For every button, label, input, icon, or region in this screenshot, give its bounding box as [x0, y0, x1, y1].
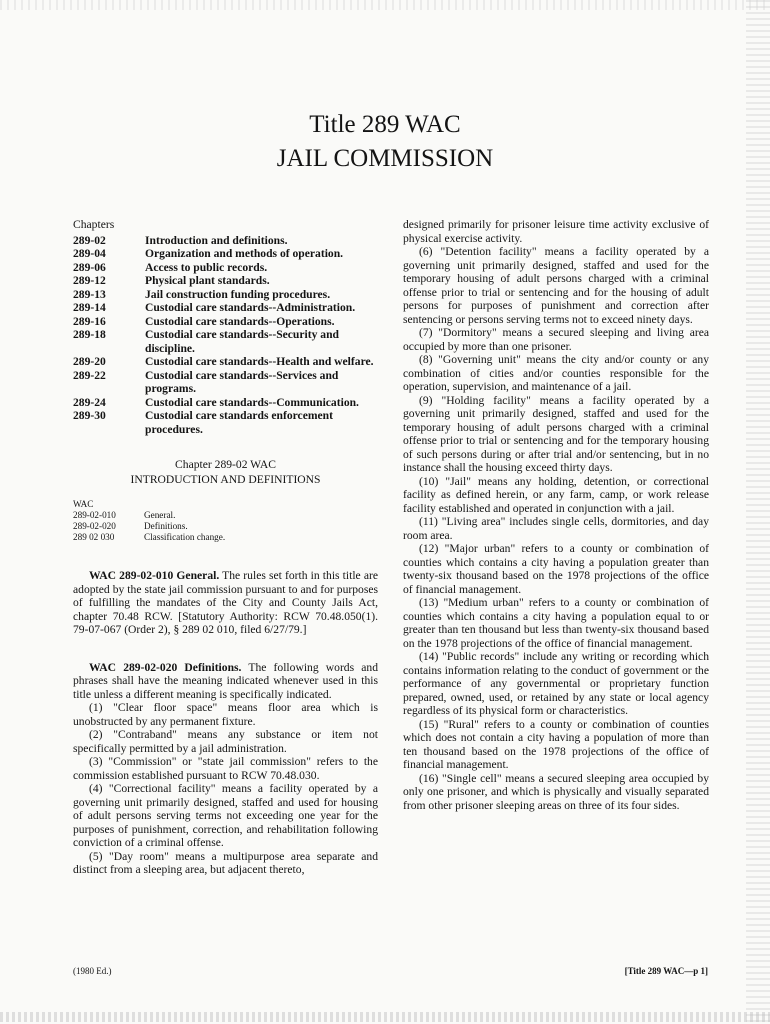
- chapter-row: [73, 355, 378, 369]
- chapter-list: [73, 234, 378, 437]
- definition-paragraph: (15) "Rural" refers to a county or combination of counties which does not contain a city having a population of more than ten thousand based on the 1978 projections of the office of financial management.: [403, 717, 709, 771]
- chapter-title: Physical plant standards.: [145, 274, 270, 287]
- section-heading: WAC 289-02-010 General.: [89, 569, 220, 582]
- chapter-row: [73, 409, 378, 436]
- chapter-number: 289-30: [73, 409, 106, 422]
- chapter-title: Custodial care standards--Operations.: [145, 314, 335, 328]
- chapter-title: Introduction and definitions.: [145, 233, 288, 247]
- chapter-title: Custodial care standards--Services and programs.: [145, 368, 339, 395]
- section-index-title: General.: [144, 510, 176, 520]
- chapter-row: [73, 396, 378, 410]
- chapter-number: 289-12: [73, 274, 106, 287]
- chapter-number: 289-04: [73, 247, 106, 260]
- chapter-row: [73, 315, 378, 329]
- chapter-row: [73, 261, 378, 275]
- definition-paragraph: (5) "Day room" means a multipurpose area separate and distinct from a sleeping area, but adjacent thereto,: [73, 849, 378, 876]
- chapter-row: [73, 247, 378, 261]
- chapter-row: [73, 288, 378, 302]
- section-body: The rules set forth in this title are adopted by the state jail commission pursuant to and for purposes of fulfilling the mandates of the City and County Jails Act, chapter 70.48 RCW. [Statutory Authority: RCW 70.48.050(1). 79-07-067 (Order 2), § 289 02 010, filed 6/27/79.]: [73, 569, 378, 636]
- definition-paragraph: (6) "Detention facility" means a facility operated by a governing unit primarily designed, staffed and used for the temporary housing of adult persons charged with a criminal offense prior to trial or sentencing and for the housing of adult persons for purposes of punishment and correction after sentencing or persons serving terms not to exceed ninety days.: [403, 245, 709, 326]
- section-index: [73, 499, 378, 543]
- chapter-number: 289-22: [73, 368, 106, 382]
- chapter-row: [73, 301, 378, 315]
- scan-noise-bottom: [0, 1012, 770, 1022]
- scan-noise-top: [0, 0, 770, 10]
- chapter-row: [73, 274, 378, 288]
- definition-continuation: designed primarily for prisoner leisure time activity exclusive of physical exercise activity.: [403, 218, 709, 245]
- section-index-number: 289-02-010: [73, 510, 116, 520]
- definition-paragraph: (2) "Contraband" means any substance or item not specifically permitted by a jail administration.: [73, 728, 378, 755]
- section-index-title: Classification change.: [144, 532, 226, 542]
- chapter-title: Access to public records.: [145, 260, 268, 274]
- chapter-number: 289-14: [73, 301, 106, 314]
- chapter-number: 289-06: [73, 260, 106, 274]
- chapter-heading-title: INTRODUCTION AND DEFINITIONS: [130, 472, 321, 486]
- section-heading: WAC 289-02-020 Definitions.: [89, 660, 242, 674]
- page-title: Title 289 WAC: [309, 111, 461, 138]
- definition-paragraph: (10) "Jail" means any holding, detention, or correctional facility as defined herein, or any farm, camp, or work release facility established and operated in conjunction with a jail.: [403, 474, 709, 515]
- chapter-row: [73, 369, 378, 396]
- section-index-number: 289-02-020: [73, 521, 116, 531]
- section-index-row: [73, 532, 378, 543]
- definition-paragraph: (3) "Commission" or "state jail commission" refers to the commission established pursuant to RCW 70.48.030.: [73, 755, 378, 782]
- definition-paragraph: (13) "Medium urban" refers to a county or combination of counties which contains a city having a population equal to or greater than ten thousand but less than twenty-six thousand based on the 1978 projections of the office of financial management.: [403, 596, 709, 650]
- definition-paragraph: (7) "Dormitory" means a secured sleeping and living area occupied by more than one prisoner.: [403, 326, 709, 353]
- chapter-number: 289-02: [73, 233, 106, 247]
- left-column: [73, 218, 378, 877]
- chapter-number: 289-18: [73, 328, 106, 341]
- chapter-title: Jail construction funding procedures.: [145, 287, 331, 301]
- definition-paragraph: (1) "Clear floor space" means floor area which is unobstructed by any permanent fixture.: [73, 701, 378, 728]
- chapter-number: 289-13: [73, 287, 106, 301]
- chapter-title: Custodial care standards--Security and discipline.: [145, 328, 339, 355]
- section-definitions: [73, 661, 378, 702]
- section-index-number: 289 02 030: [73, 532, 115, 542]
- definition-paragraph: (8) "Governing unit" means the city and/or county or any combination of cities and/or counties responsible for the operation, supervision, and maintenance of a jail.: [403, 353, 709, 393]
- section-index-row: [73, 521, 378, 532]
- definition-paragraph: (12) "Major urban" refers to a county or combination of counties which contains a city having a population greater than twenty-six thousand based on the 1978 projections of the office of financial management.: [403, 542, 709, 596]
- chapter-number: 289-20: [73, 355, 106, 368]
- chapter-title: Custodial care standards--Communication.: [145, 395, 359, 409]
- definition-paragraph: (16) "Single cell" means a secured sleeping area occupied by only one prisoner, and which is physically and visually separated from other prisoner sleeping areas on three of its four sides.: [403, 771, 709, 812]
- title-block: [0, 108, 770, 176]
- definition-paragraph: (14) "Public records" include any writing or recording which contains information relating to the conduct of government or the performance of any governmental or proprietary function prepared, owned, used, or retained by any state or local agency regardless of its physical form or characteristics.: [403, 650, 709, 717]
- chapter-title: Custodial care standards enforcement procedures.: [145, 409, 333, 436]
- chapter-title: Custodial care standards--Health and welfare.: [145, 355, 374, 368]
- right-column: [403, 218, 709, 812]
- section-index-label: WAC: [73, 499, 94, 509]
- chapter-number: 289-24: [73, 395, 106, 409]
- page-subtitle: JAIL COMMISSION: [276, 145, 494, 172]
- chapter-row: [73, 234, 378, 248]
- section-index-title: Definitions.: [144, 521, 188, 531]
- definition-paragraph: (4) "Correctional facility" means a facility operated by a governing unit primarily designed, staffed and used for housing of adult persons serving terms not exceeding one year for the purposes of punishment, correction, and rehabilitation following conviction of a criminal offense.: [73, 782, 378, 849]
- section-general: [73, 569, 378, 637]
- chapter-number: 289-16: [73, 314, 106, 328]
- chapter-title: Custodial care standards--Administration.: [145, 301, 356, 314]
- chapter-heading-number: Chapter 289-02 WAC: [175, 458, 276, 471]
- definition-paragraph: (11) "Living area" includes single cells, dormitories, and day room area.: [403, 515, 709, 542]
- definition-paragraph: (9) "Holding facility" means a facility operated by a governing unit primarily designed, staffed and used for the temporary housing of adult persons charged with a criminal offense prior to trial or sentencing and for the temporary housing of such persons during or after trial and/or sentencing, but in no instance shall the housing exceed thirty days.: [403, 393, 709, 474]
- section-index-row: [73, 510, 378, 521]
- chapter-title: Organization and methods of operation.: [145, 247, 344, 260]
- chapter-heading: [73, 458, 378, 486]
- footer-edition: (1980 Ed.): [73, 966, 112, 976]
- chapters-heading: Chapters: [73, 218, 115, 231]
- chapter-row: [73, 328, 378, 355]
- section-body: The following words and phrases shall have the meaning indicated whenever used in this title unless a different meaning is specifically indicated.: [73, 660, 378, 701]
- footer-page-number: [Title 289 WAC—p 1]: [624, 966, 708, 976]
